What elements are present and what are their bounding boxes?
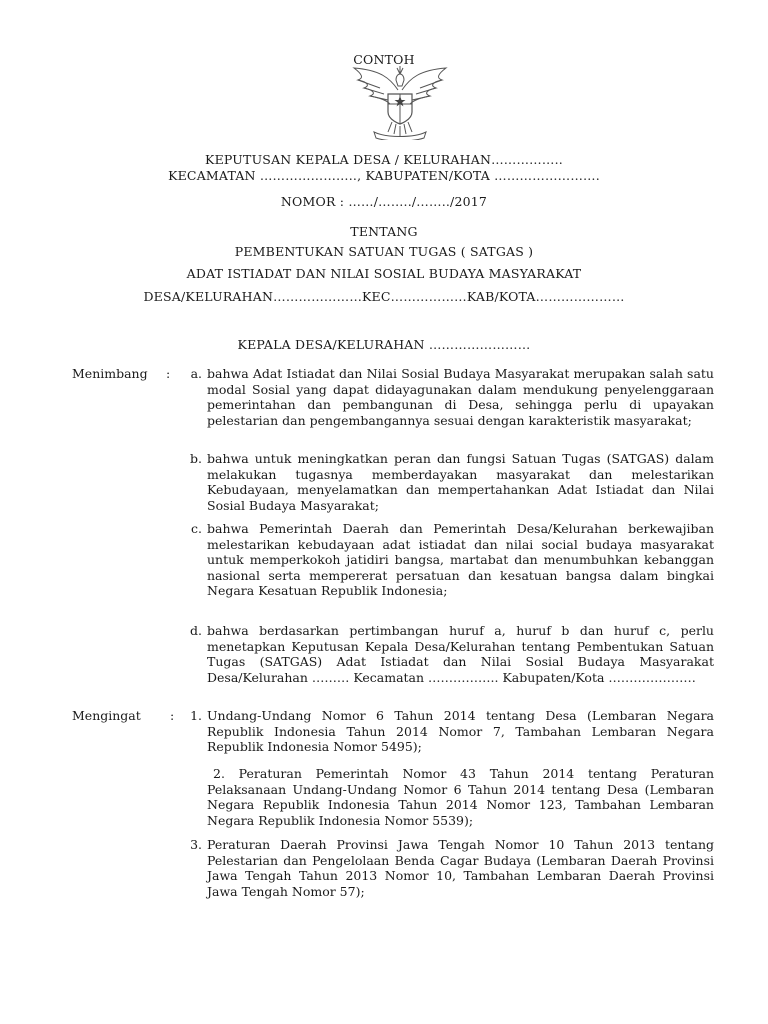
garuda-emblem-icon: [340, 60, 460, 140]
menimbang-item-d: bahwa berdasarkan pertimbangan huruf a, huruf b dan huruf c, perlu menetapkan Keputusan Kepala Desa/Kelurahan tentang Pembentukan Satuan Tugas (SATGAS) Adat Istiadat dan Nilai Sosial Budaya Masyarakat Desa/Kelurahan ……… Kecamatan …………….. Kabupaten/Kota …………………: [207, 623, 714, 685]
mengingat-item-1: Undang-Undang Nomor 6 Tahun 2014 tentang Desa (Lembaran Negara Republik Indonesia Tahun 2014 Nomor 7, Tambahan Lembaran Negara Republik Indonesia Nomor 5495);: [207, 708, 714, 754]
menimbang-item-a: bahwa Adat Istiadat dan Nilai Sosial Budaya Masyarakat merupakan salah satu modal Sosial yang dapat didayagunakan dalam mendukung penyelenggaraan pemerintahan dan pembangunan di Desa, sehingga perlu di upayakan pelestarian dan pengembangannya sesuai dengan karakteristik masyarakat;: [207, 366, 714, 428]
mengingat-item-2: 2. Peraturan Pemerintah Nomor 43 Tahun 2014 tentang Peraturan Pelaksanaan Undang-Undang Nomor 6 Tahun 2014 tentang Desa (Lembaran Negara Republik Indonesia Tahun 2014 Nomor 123, Tambahan Lembaran Negara Republik Indonesia Nomor 5539);: [207, 766, 714, 828]
subject-line-1: PEMBENTUKAN SATUAN TUGAS ( SATGAS ): [234, 244, 534, 259]
menimbang-marker-c: c.: [191, 521, 202, 536]
menimbang-item-c: bahwa Pemerintah Daerah dan Pemerintah Desa/Kelurahan berkewajiban melestarikan kebudayaan adat istiadat dan nilai social budaya masyarakat untuk memperkokoh jatidiri bangsa, martabat dan menumbuhkan kebanggan nasional serta mempererat persatuan dan kesatuan bangsa dalam bingkai Negara Kesatuan Republik Indonesia;: [207, 521, 714, 598]
menimbang-marker-a: a.: [190, 366, 202, 381]
mengingat-label: Mengingat: [72, 708, 141, 723]
official-title: KEPALA DESA/KELURAHAN ……………………: [237, 337, 531, 352]
title-line-2: KECAMATAN ………………….., KABUPATEN/KOTA …………………….: [168, 168, 600, 183]
mengingat-marker-3: 3.: [190, 837, 202, 852]
tentang-heading: TENTANG: [350, 224, 418, 239]
nomor-line: NOMOR : ……/……../……../2017: [280, 194, 488, 209]
menimbang-marker-d: d.: [190, 623, 202, 638]
subject-line-2: ADAT ISTIADAT DAN NILAI SOSIAL BUDAYA MASYARAKAT: [186, 266, 582, 281]
mengingat-item-3: Peraturan Daerah Provinsi Jawa Tengah Nomor 10 Tahun 2013 tentang Pelestarian dan Pengelolaan Benda Cagar Budaya (Lembaran Daerah Provinsi Jawa Tengah Tahun 2013 Nomor 10, Tambahan Lembaran Daerah Provinsi Jawa Tengah Nomor 57);: [207, 837, 714, 899]
menimbang-item-b: bahwa untuk meningkatkan peran dan fungsi Satuan Tugas (SATGAS) dalam melakukan tugasnya memberdayakan masyarakat dan melestarikan Kebudayaan, menyelamatkan dan mempertahankan Adat Istiadat dan Nilai Sosial Budaya Masyarakat;: [207, 451, 714, 513]
menimbang-colon: :: [166, 366, 171, 381]
mengingat-marker-1: 1.: [190, 708, 202, 723]
contoh-label: CONTOH: [353, 52, 415, 67]
title-line-1: KEPUTUSAN KEPALA DESA / KELURAHAN……………..: [205, 152, 563, 167]
mengingat-colon: :: [170, 708, 175, 723]
menimbang-marker-b: b.: [190, 451, 202, 466]
subject-line-3: DESA/KELURAHAN…………………KEC………………KAB/KOTA…………………: [143, 289, 625, 304]
menimbang-label: Menimbang: [72, 366, 148, 381]
